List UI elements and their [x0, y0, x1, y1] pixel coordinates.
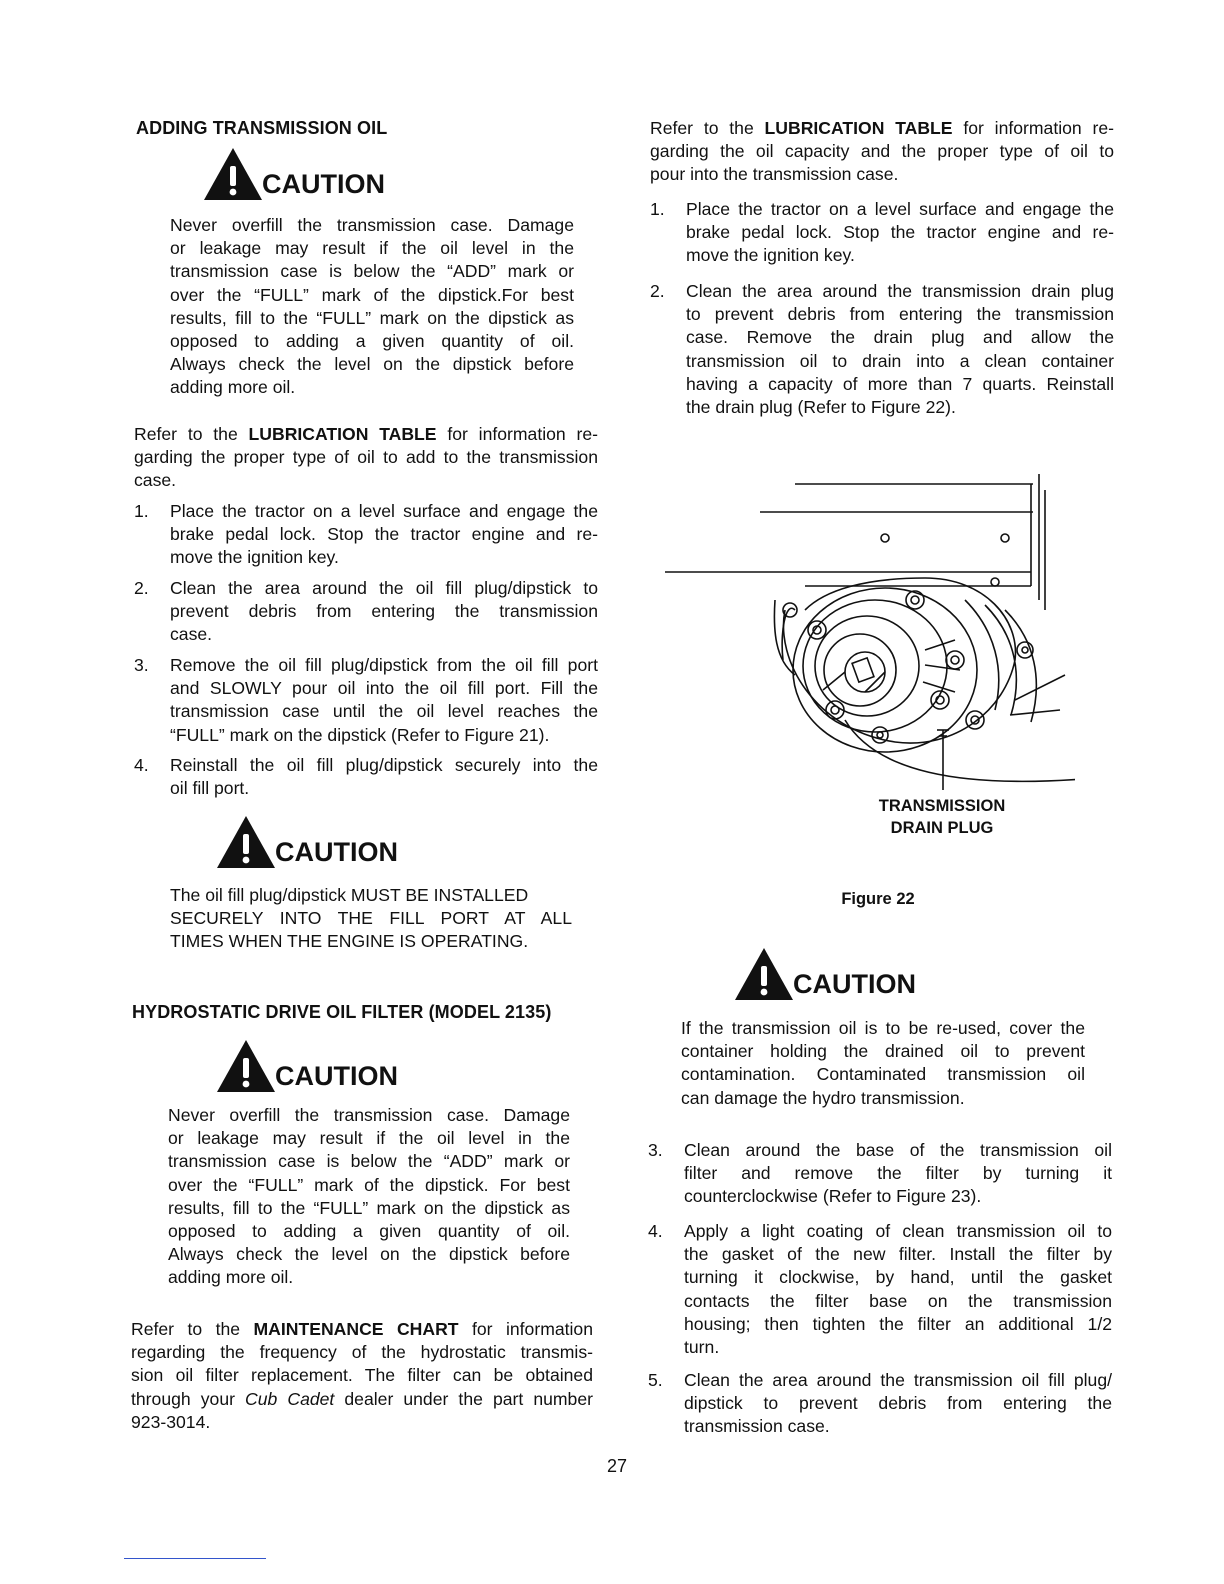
refer-maintenance-paragraph: Refer to the MAINTENANCE CHART for information regarding the frequency of the hydrostatic transmis- sion oil filter replacement. The filter can be obtained through your Cub Cadet dealer under the part number 923-3014.: [131, 1319, 593, 1432]
caution-label: CAUTION: [275, 1061, 398, 1091]
warning-triangle-icon: [733, 946, 795, 1002]
warning-triangle-icon: [202, 146, 264, 202]
caution-text-3: Never overfill the transmission case. Damage or leakage may result if the oil level in the transmission case is below the “ADD” mark or over the “FULL” mark of the dipstick. For best results, fill to the “FULL” mark on the dipstick as opposed to adding a given quantity of oil. Always check the level on the dipstick before adding more oil.: [168, 1105, 570, 1288]
warning-triangle-icon: [215, 1038, 277, 1094]
heading-hydrostatic-drive-oil-filter: HYDROSTATIC DRIVE OIL FILTER (MODEL 2135): [132, 1002, 552, 1022]
caution-block-4: [733, 946, 916, 1002]
refer-lubrication-paragraph-right: Refer to the LUBRICATION TABLE for information re- garding the oil capacity and the proper type of oil to pour into the transmission case.: [650, 118, 1114, 185]
caution-label: CAUTION: [275, 837, 398, 867]
warning-triangle-icon: [215, 814, 277, 870]
transmission-drain-plug-figure: [655, 460, 1075, 800]
caution-label: CAUTION: [262, 169, 385, 199]
caution-text-4: If the transmission oil is to be re-used, cover the container holding the drained oil to prevent contamination. Contaminated transmission oil can damage the hydro transmission.: [681, 1018, 1085, 1108]
caution-text-1: Never overfill the transmission case. Damage or leakage may result if the oil level in the transmission case is below the “ADD” mark or over the “FULL” mark of the dipstick.For best results, fill to the “FULL” mark on the dipstick as opposed to adding a given quantity of oil. Always check the level on the dipstick before adding more oil.: [170, 215, 574, 398]
caution-label: CAUTION: [793, 969, 916, 999]
footer-rule: [124, 1558, 266, 1559]
heading-adding-transmission-oil: ADDING TRANSMISSION OIL: [136, 118, 388, 138]
figure-callout: TRANSMISSION DRAIN PLUG: [878, 797, 1006, 837]
caution-block-3: [215, 1038, 398, 1094]
caution-block-2: [215, 814, 398, 870]
caution-block-1: [202, 146, 385, 202]
page-number: 27: [607, 1456, 628, 1476]
refer-lubrication-paragraph-left: Refer to the LUBRICATION TABLE for information re- garding the proper type of oil to add to the transmission case.: [134, 424, 598, 491]
caution-text-2: The oil fill plug/dipstick MUST BE INSTALLED SECURELY INTO THE FILL PORT AT ALL TIMES WHEN THE ENGINE IS OPERATING.: [170, 885, 572, 952]
figure-caption: Figure 22: [841, 890, 915, 908]
